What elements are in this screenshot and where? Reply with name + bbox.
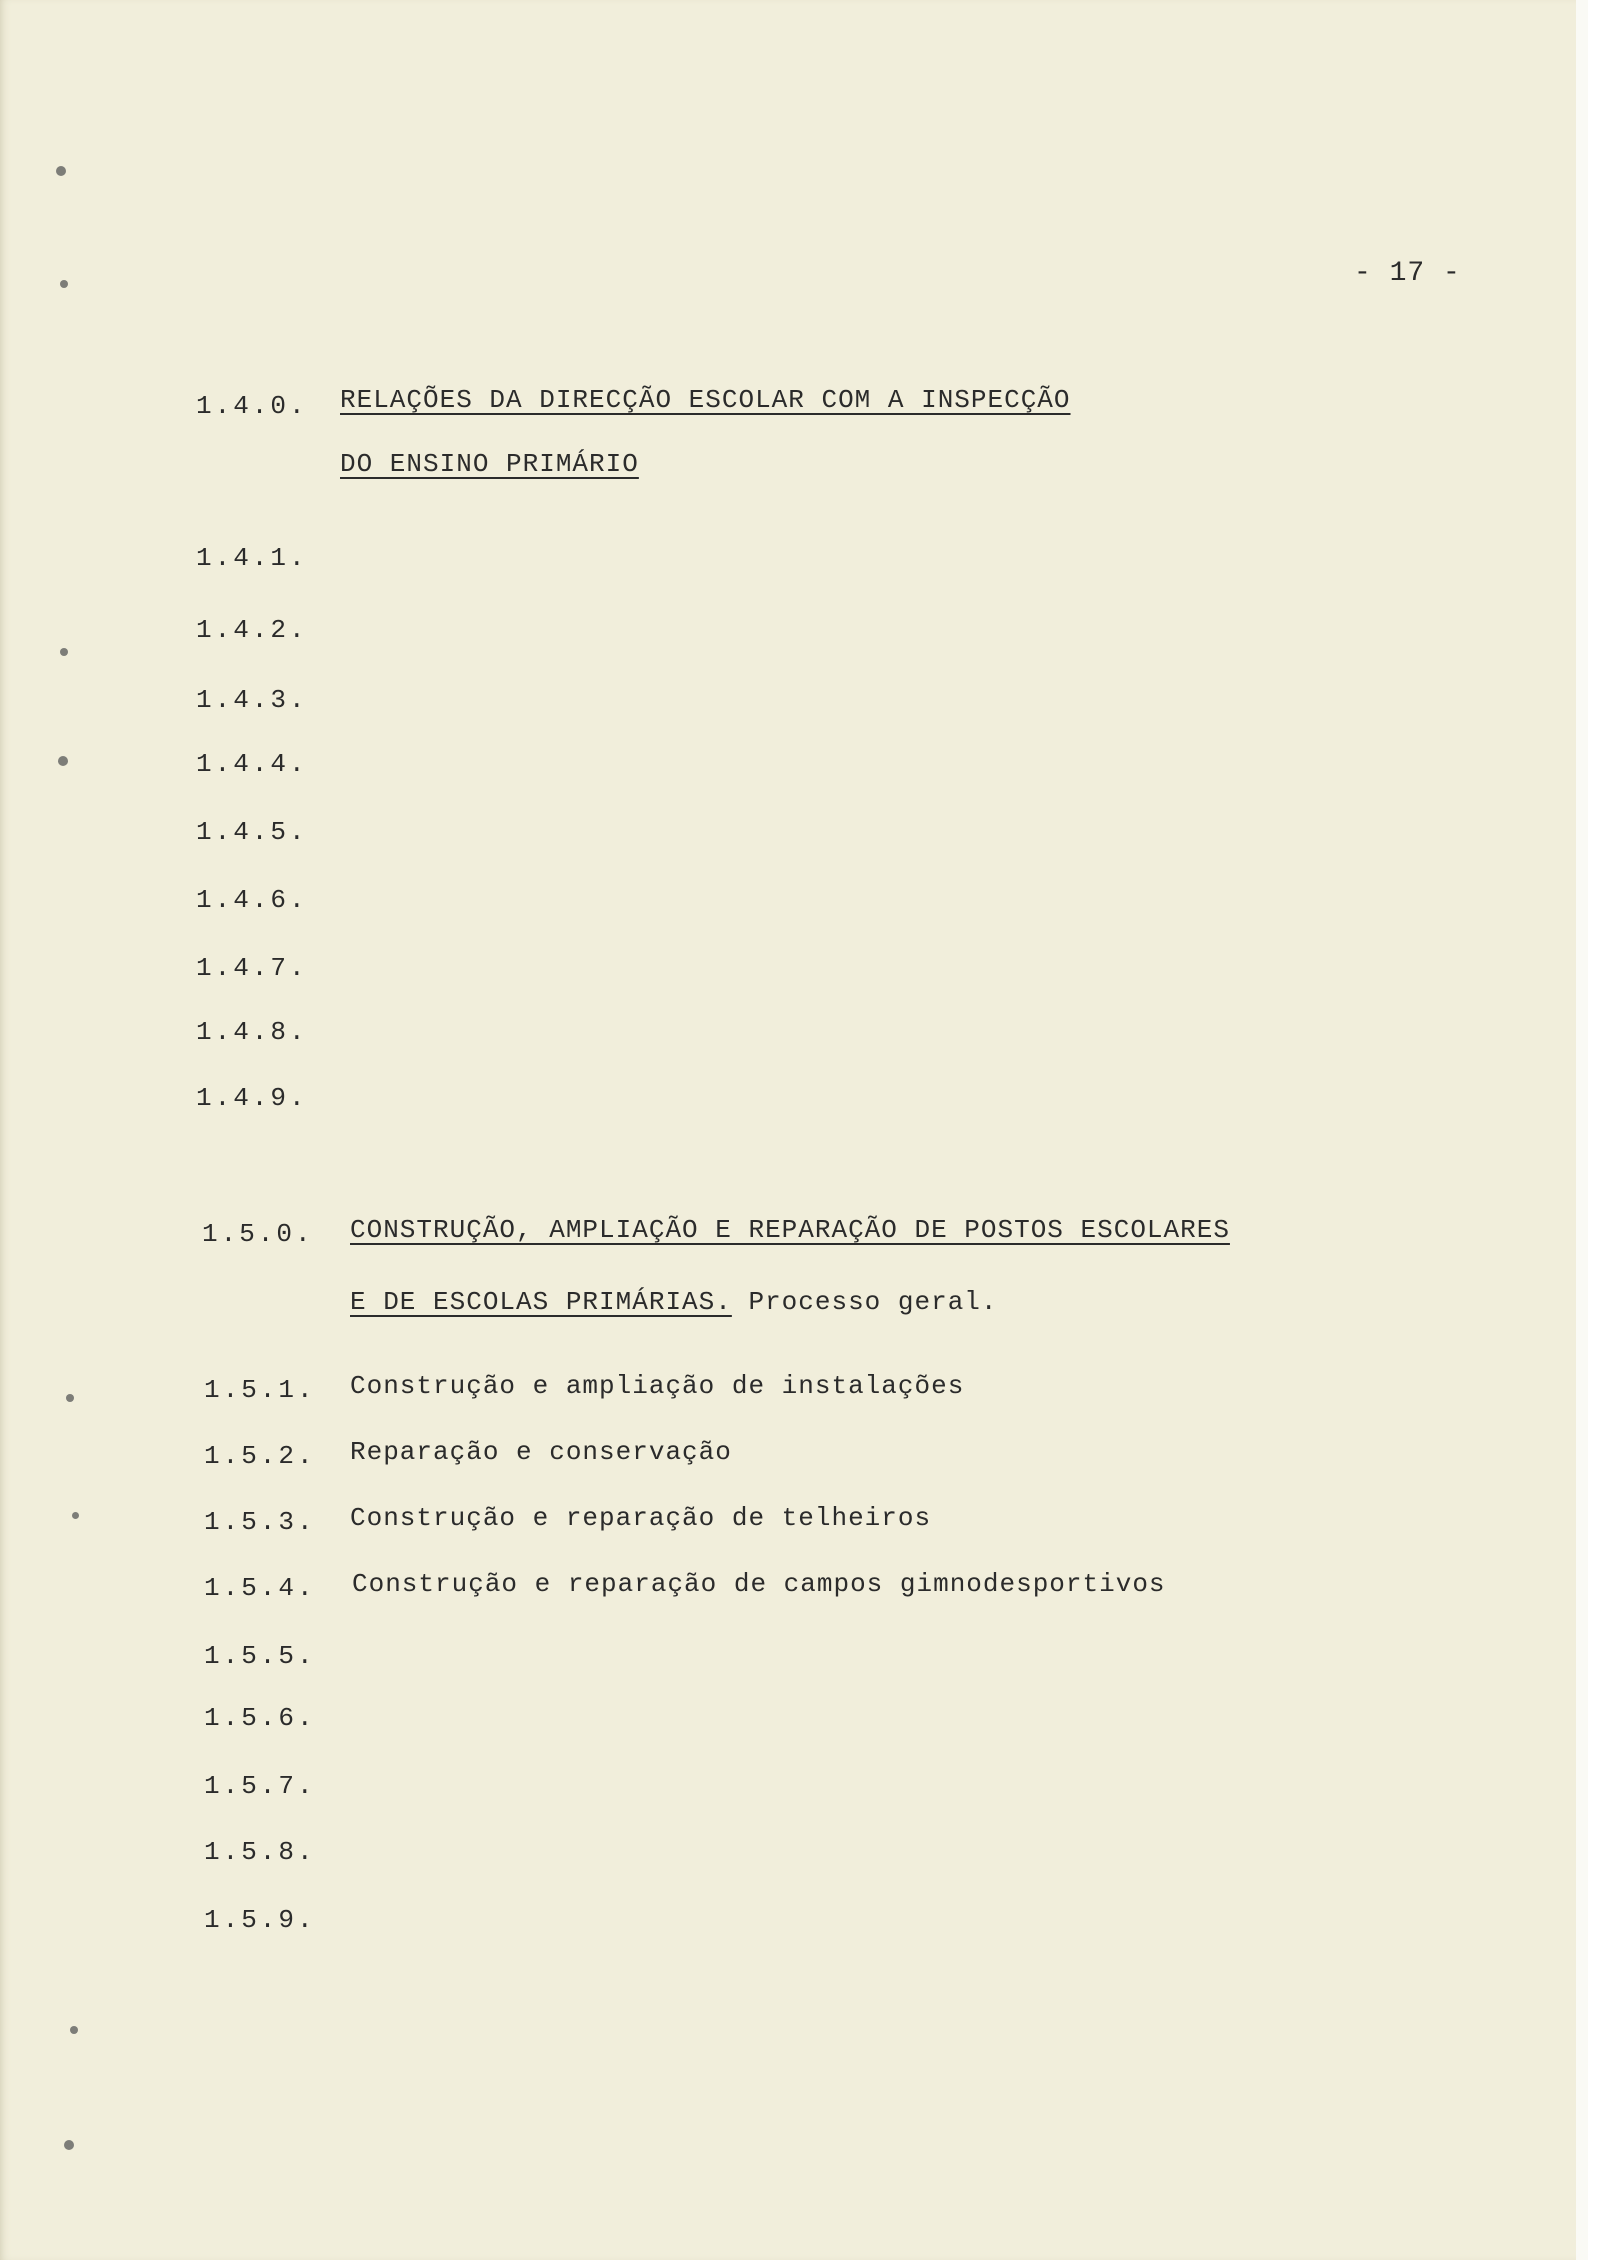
item-code: 1.4.1. [196, 543, 308, 573]
item-code: 1.5.6. [204, 1703, 316, 1733]
item-code: 1.4.6. [196, 885, 308, 915]
section-heading-underlined: E DE ESCOLAS PRIMÁRIAS. [350, 1287, 732, 1317]
item-text: Construção e reparação de telheiros [350, 1503, 932, 1533]
item-code: 1.5.9. [204, 1905, 316, 1935]
item-code: 1.4.7. [196, 953, 308, 983]
section-heading-tail: Processo geral. [731, 1287, 998, 1317]
section-heading-line [350, 1286, 998, 1318]
binder-hole-mark [70, 2026, 78, 2034]
page-number: - 17 - [1354, 258, 1461, 289]
item-code: 1.5.4. [204, 1573, 316, 1603]
item-code: 1.4.8. [196, 1017, 308, 1047]
item-code: 1.4.9. [196, 1083, 308, 1113]
binder-hole-mark [72, 1512, 79, 1519]
binder-hole-mark [60, 280, 68, 288]
item-code: 1.5.8. [204, 1837, 316, 1867]
item-code: 1.5.3. [204, 1507, 316, 1537]
section-code: 1.4.0. [196, 391, 308, 421]
binder-hole-mark [64, 2140, 74, 2150]
binder-hole-mark [60, 648, 68, 656]
section-heading-line: DO ENSINO PRIMÁRIO [340, 449, 639, 479]
item-code: 1.5.1. [204, 1375, 316, 1405]
item-code: 1.4.3. [196, 685, 308, 715]
binder-hole-mark [58, 756, 68, 766]
item-code: 1.5.7. [204, 1771, 316, 1801]
item-text: Construção e reparação de campos gimnodesportivos [352, 1569, 1166, 1599]
section-heading-line: CONSTRUÇÃO, AMPLIAÇÃO E REPARAÇÃO DE POSTOS ESCOLARES [350, 1215, 1230, 1245]
item-code: 1.5.5. [204, 1641, 316, 1671]
binder-hole-mark [56, 166, 66, 176]
item-code: 1.4.2. [196, 615, 308, 645]
section-code: 1.5.0. [202, 1219, 314, 1249]
binder-hole-mark [66, 1394, 74, 1402]
section-heading-line: RELAÇÕES DA DIRECÇÃO ESCOLAR COM A INSPECÇÃO [340, 385, 1071, 415]
item-text: Reparação e conservação [350, 1437, 732, 1467]
page-edge [1576, 0, 1588, 2260]
item-code: 1.4.5. [196, 817, 308, 847]
item-text: Construção e ampliação de instalações [350, 1371, 965, 1401]
item-code: 1.5.2. [204, 1441, 316, 1471]
item-code: 1.4.4. [196, 749, 308, 779]
